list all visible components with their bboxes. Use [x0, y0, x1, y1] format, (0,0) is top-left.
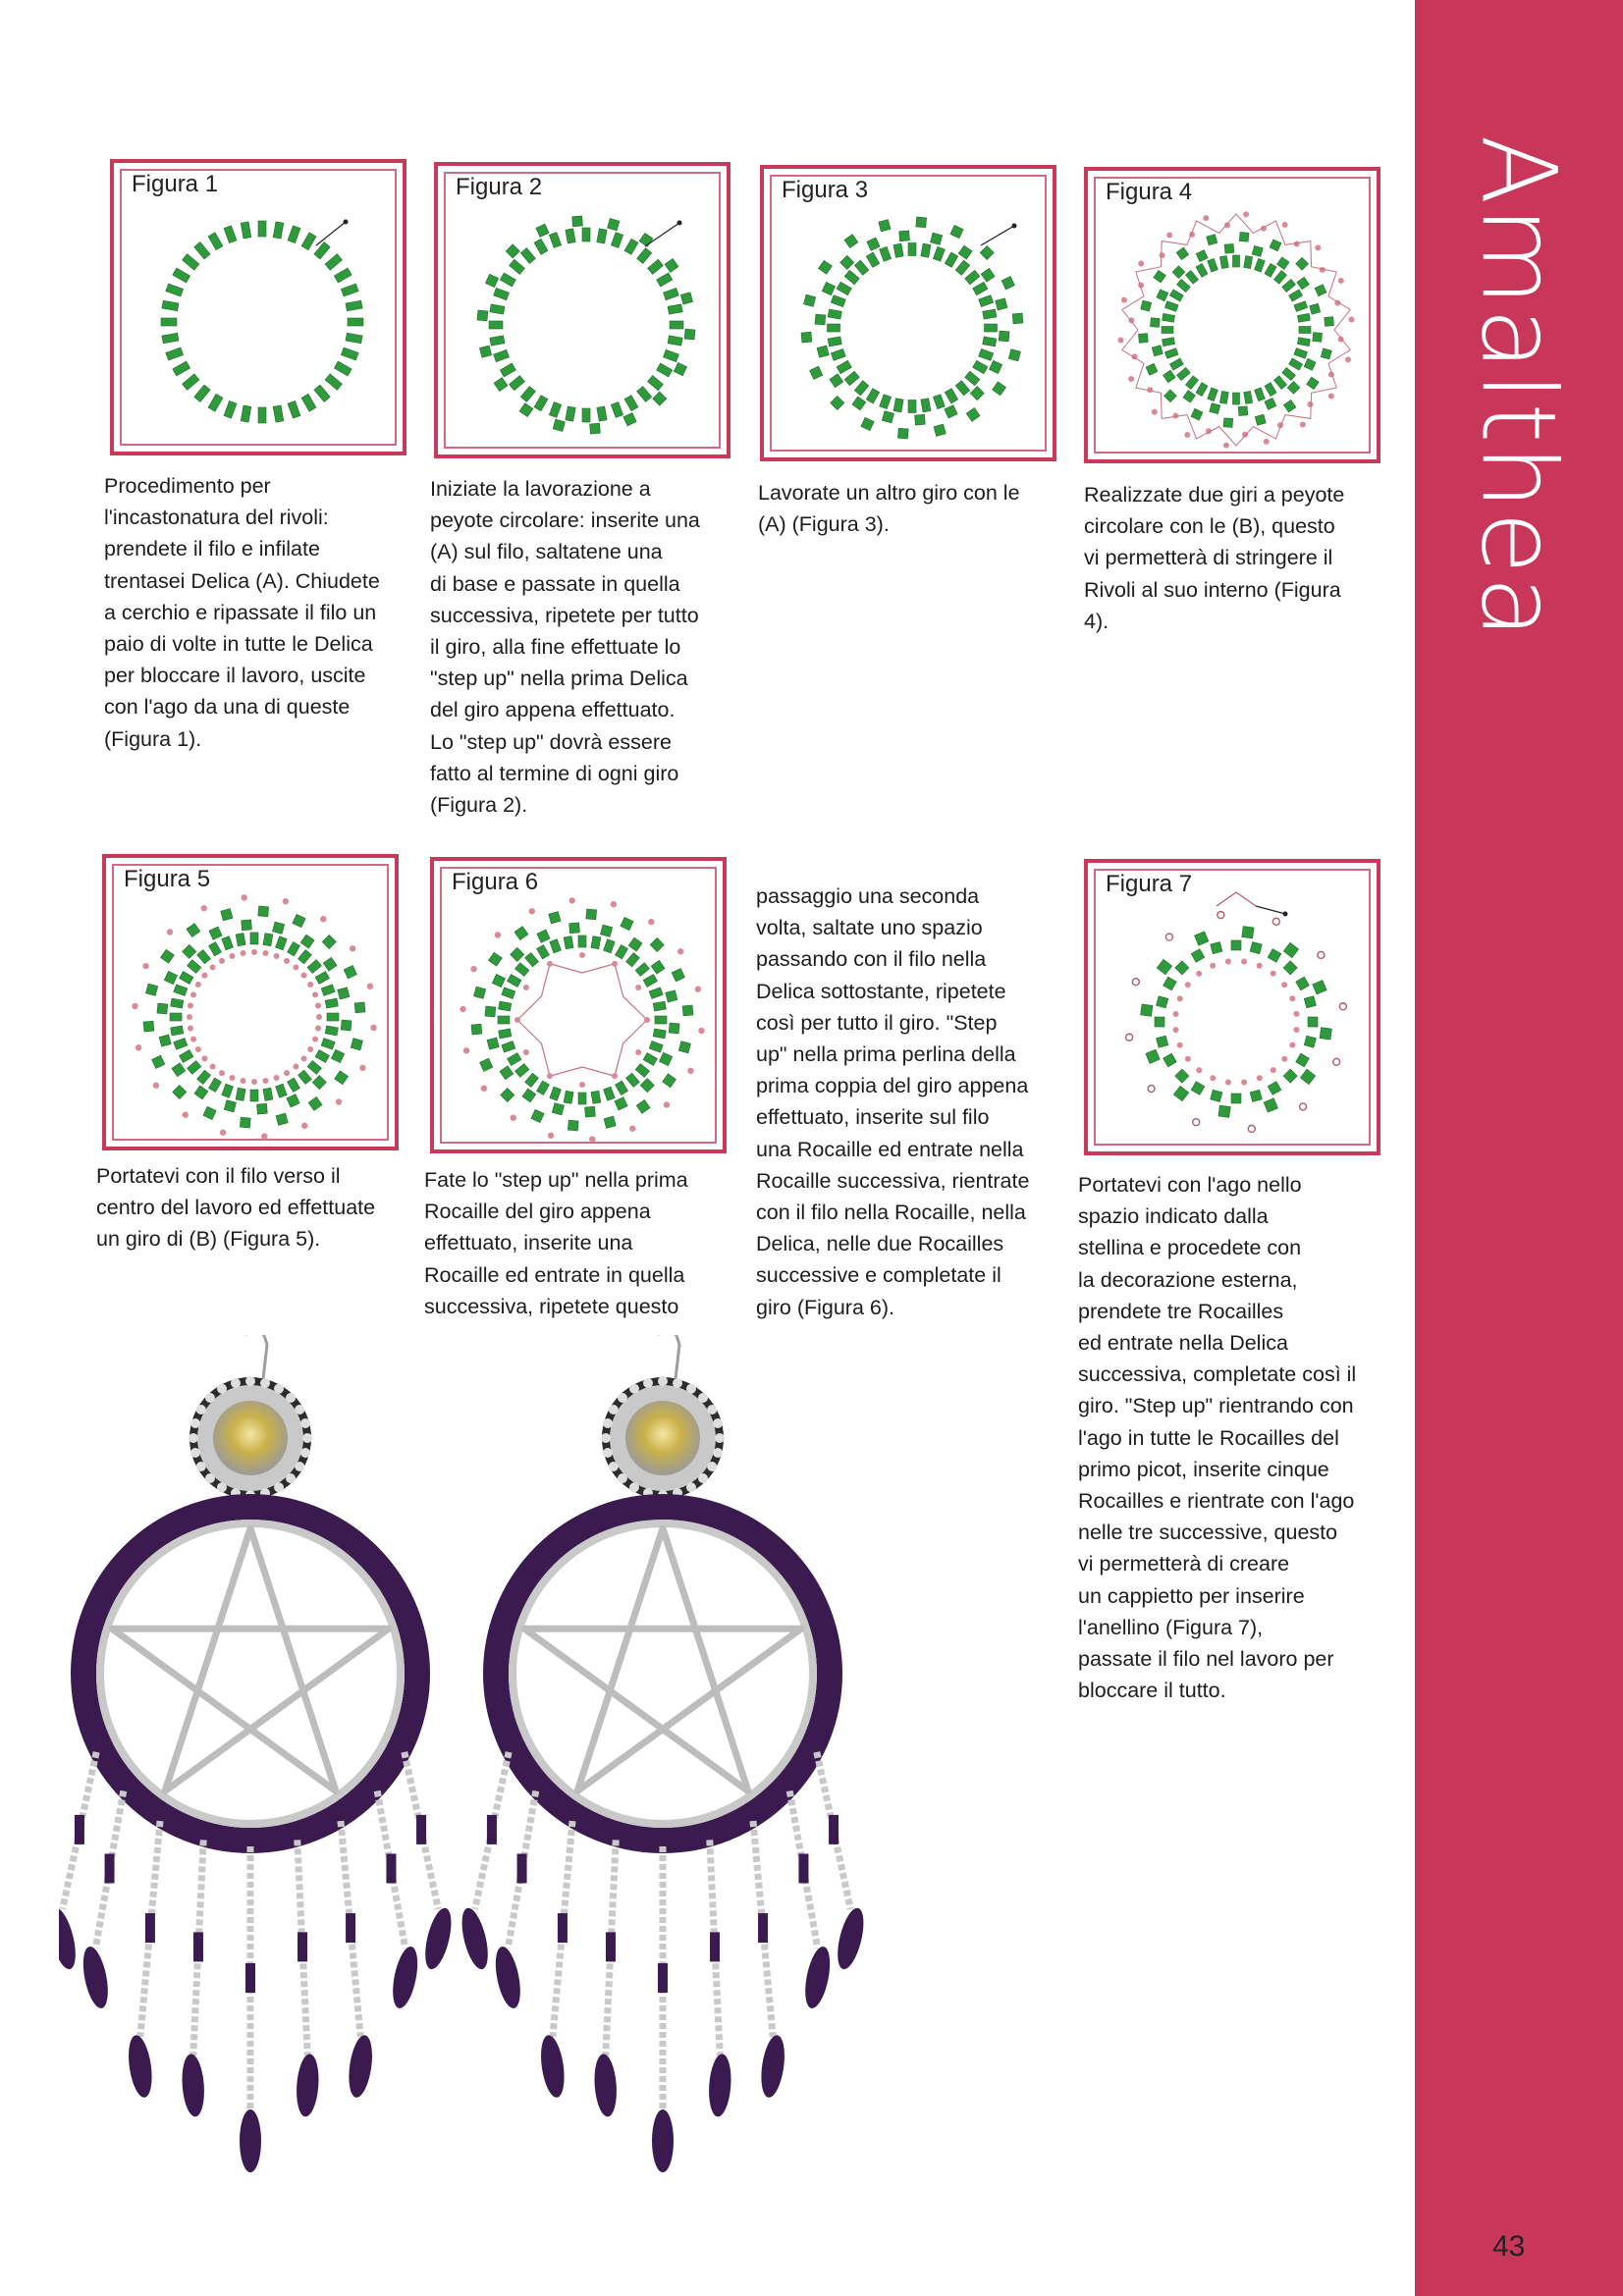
figure-1 — [110, 159, 406, 455]
figure-2-diagram — [438, 166, 734, 462]
figure-6-label: Figura 6 — [448, 869, 542, 896]
side-title — [1415, 134, 1623, 641]
figure-1-label: Figura 1 — [128, 171, 222, 198]
figure-6-diagram — [434, 861, 730, 1157]
figure-3-diagram — [764, 169, 1060, 465]
figure-1-diagram — [114, 163, 410, 459]
figure-5-diagram — [106, 858, 403, 1154]
figure-2 — [434, 162, 730, 458]
figure-7 — [1084, 859, 1380, 1155]
step-text-5: Portatevi con il filo verso il centro del lavoro ed effettuate un giro di (B) (Figura 5). — [96, 1164, 376, 1252]
earring-left — [59, 1335, 457, 2172]
figure-6 — [430, 857, 727, 1153]
step-text-4: Realizzate due giri a peyote circolare con le (B), questo vi permetterà di stringere il Rivoli al suo interno (Figura 4). — [1084, 483, 1345, 633]
page-number: 43 — [1492, 2230, 1526, 2263]
step-text-2: Iniziate la lavorazione a peyote circolare: inserite una (A) sul filo, saltatene una di base e passate in quella successiva, ripetete per tutto il giro, alla fine effettuate lo "step up" nella prima Delica del giro appena effettuato. Lo "step up" dovrà essere fatto al termine di ogni giro (Figura 2). — [430, 477, 700, 818]
figure-2-label: Figura 2 — [452, 174, 546, 201]
earring-right — [457, 1335, 868, 2172]
step-text-3: Lavorate un altro giro con le (A) (Figura 3). — [758, 481, 1020, 537]
figure-4 — [1084, 167, 1380, 463]
figure-5 — [102, 854, 399, 1150]
step-text-7: passaggio una seconda volta, saltate uno spazio passando con il filo nella Delica sottostante, ripetete così per tutto il giro. "Step up" nella prima perlina della prima coppia del giro appena effettuato, inserite sul filo una Rocaille ed entrate nella Rocaille successiva, rientrate con il filo nella Rocaille, nella Delica, nelle due Rocailles successive e completate il giro (Figura 6). — [756, 884, 1030, 1319]
figure-3-label: Figura 3 — [778, 177, 872, 204]
step-text-8: Portatevi con l'ago nello spazio indicato dalla stellina e procedete con la decorazione esterna, prendete tre Rocailles ed entrate nella Delica successiva, completate così il giro. "Step up" rientrando con l'ago in tutte le Rocailles del primo picot, inserite cinque Rocailles e rientrate con l'ago nelle tre successive, questo vi permetterà di creare un cappietto per inserire l'anellino (Figura 7), passate il filo nel lavoro per bloccare il tutto. — [1078, 1173, 1357, 1703]
step-text-1: Procedimento per l'incastonatura del rivoli: prendete il filo e infilate trentasei Delica (A). Chiudete a cerchio e ripassate il filo un paio di volte in tutte le Delica per bloccare il lavoro, uscite con l'ago da una di queste (Figura 1). — [104, 474, 380, 751]
figure-3 — [760, 165, 1056, 461]
earrings-photo — [59, 1335, 923, 2277]
figure-5-label: Figura 5 — [120, 866, 214, 893]
side-title-text: Amalthea — [1459, 134, 1580, 641]
figure-4-diagram — [1088, 171, 1384, 467]
step-text-6: Fate lo "step up" nella prima Rocaille del giro appena effettuato, inserite una Rocaille ed entrate in quella successiva, ripetete questo — [424, 1168, 688, 1318]
figure-7-label: Figura 7 — [1102, 871, 1196, 898]
figure-7-diagram — [1088, 863, 1384, 1159]
figure-4-label: Figura 4 — [1102, 179, 1196, 206]
